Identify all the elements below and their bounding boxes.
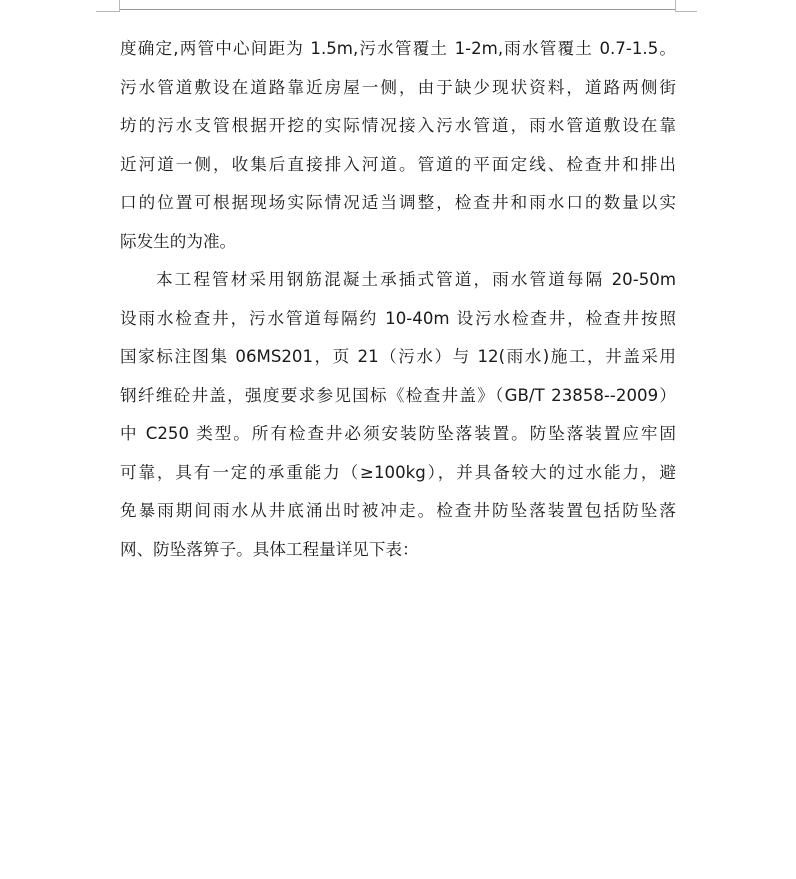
text-line: 坊的污水支管根据开挖的实际情况接入污水管道，雨水管道敷设在靠 xyxy=(120,116,676,135)
text-line: 本工程管材采用钢筋混凝土承插式管道，雨水管道每隔 20-50m xyxy=(156,270,676,289)
text-line: 网、防坠落箅子。具体工程量详见下表： xyxy=(120,539,419,559)
header-rule xyxy=(120,9,675,10)
text-line: 度确定,两管中心间距为 1.5m,污水管覆土 1-2m,雨水管覆土 0.7-1.5。 xyxy=(120,39,676,58)
text-line: 钢纤维砼井盖，强度要求参见国标《检查井盖》（GB/T 23858--2009） xyxy=(120,385,676,405)
text-line: 污水管道敷设在道路靠近房屋一侧，由于缺少现状资料，道路两侧街 xyxy=(120,77,676,97)
margin-guide-left xyxy=(96,11,120,12)
margin-guide-right xyxy=(675,11,697,12)
text-line: 口的位置可根据现场实际情况适当调整，检查井和雨水口的数量以实 xyxy=(120,193,676,212)
margin-guide-right-vertical xyxy=(675,0,676,11)
paragraph-1 xyxy=(120,30,676,261)
paragraph-2 xyxy=(120,261,676,569)
text-line: 中 C250 类型。所有检查井必须安装防坠落装置。防坠落装置应牢固 xyxy=(120,424,676,443)
text-line: 可靠，具有一定的承重能力（≥100kg），并具备较大的过水能力，避 xyxy=(120,462,676,482)
text-line: 近河道一侧，收集后直接排入河道。管道的平面定线、检查井和排出 xyxy=(120,154,676,174)
text-line: 设雨水检查井，污水管道每隔约 10-40m 设污水检查井，检查井按照 xyxy=(120,308,676,328)
text-line: 国家标注图集 06MS201，页 21（污水）与 12(雨水)施工，井盖采用 xyxy=(120,347,676,366)
body-text xyxy=(120,30,676,569)
text-line: 免暴雨期间雨水从井底涌出时被冲走。检查井防坠落装置包括防坠落 xyxy=(120,501,676,520)
text-line: 际发生的为准。 xyxy=(120,231,237,251)
